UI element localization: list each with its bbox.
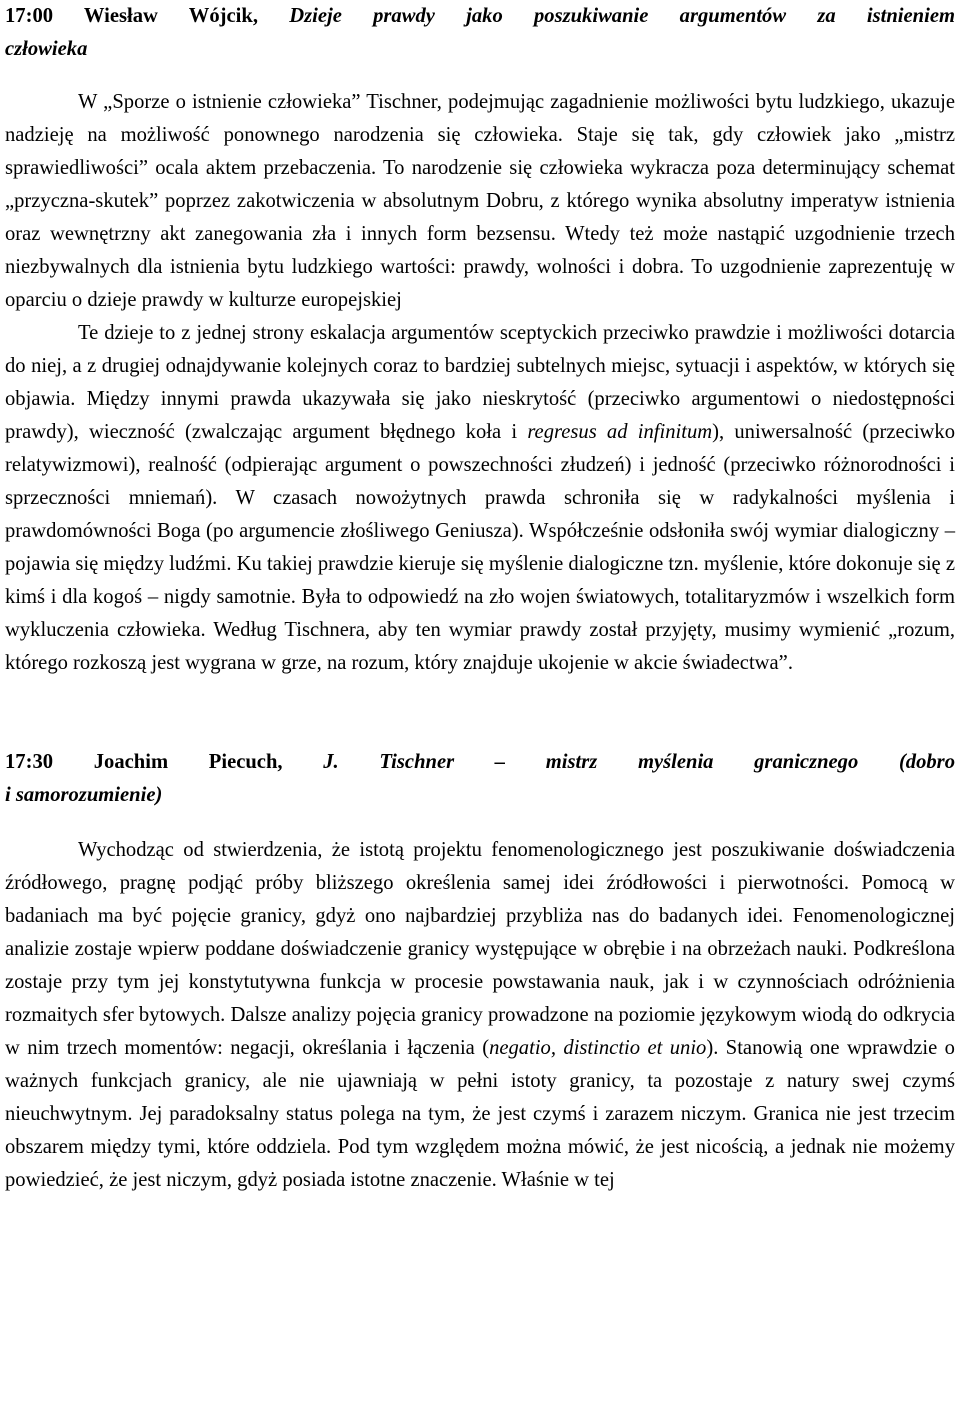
session-1-title-line2: człowieka [5,38,88,60]
session-1-paragraph-2 [5,317,955,680]
session-2-paragraph-1 [5,834,955,1197]
session-1-author: Wiesław Wójcik, [83,5,258,27]
session-1-paragraph-1: W „Sporze o istnienie człowieka” Tischner, podejmując zagadnienie możliwości bytu ludzkiego, ukazuje nadzieję na możliwość ponownego narodzenia się człowieka. Staje się tak, gdy człowiek jako „mistrz sprawiedliwości” ocala aktem przebaczenia. To narodzenie się człowieka wykracza poza determinujący schemat „przyczna-skutek” poprzez zakotwiczenia w absolutnym Dobru, z którego wynika absolutny imperatyw istnienia oraz wewnętrzny akt zanegowania zła i innych form bezsensu. Wtedy też może nastąpić uzgodnienie trzech niezbywalnych dla istnienia bytu ludzkiego wartości: prawdy, wolności i dobra. To uzgodnienie zaprezentuję w oparciu o dzieje prawdy w kulturze europejskiej [5,91,955,311]
session-2-title-line1: J. Tischner – mistrz myślenia granicznego (dobro [323,751,955,773]
session-1-paragraph-2-part-b: ), uniwersalność (przeciwko relatywizmowi), realność (odpierając argument o powszechności złudzeń) i jedność (przeciwko różnorodności i sprzeczności mniemań). W czasach nowożytnych prawda schroniła się w radykalności myślenia i prawdomówności Boga (po argumencie złośliwego Geniusza). Współcześnie odsłoniła swój wymiar dialogiczny – pojawia się między ludźmi. Ku takiej prawdzie kieruje się myślenie dialogiczne tzn. myślenie, które dokonuje się z kimś i dla kogoś – nigdy samotnie. Była to odpowiedź na zło wojen światowych, totalitaryzmów i wszelkich form wykluczenia człowieka. Według Tischnera, aby ten wymiar prawdy został przyjęty, musimy wymienić „rozum, którego rozkoszą jest wygrana w grze, na rozum, który znajduje ukojenie w akcie świadectwa”. [5,421,956,674]
session-1-heading [5,0,955,33]
session-2-heading [5,746,955,779]
session-1-heading-line2 [5,33,955,66]
session-2-author: Joachim Piecuch, [93,751,283,773]
session-2-paragraph-1-italic: negatio, distinctio et unio [489,1037,707,1059]
session-2-title-line2: i samorozumienie) [5,784,163,806]
session-1-time: 17:00 [5,5,54,27]
session-1-title-line1: Dzieje prawdy jako poszukiwanie argumentów za istnieniem [289,5,955,27]
session-1-paragraph-2-part-a: Te dzieje to z jednej strony eskalacja argumentów sceptyckich przeciwko prawdzie i możliwości dotarcia do niej, a z drugiej odnajdywanie kolejnych coraz to bardziej subtelnych miejsc, sytuacji i aspektów, w których się objawia. Między innymi prawda ukazywała się jako nieskrytość (przeciwko argumentowi o niedostępności prawdy), wieczność (zwalczając argument błędnego koła i [5,322,955,443]
session-2-paragraph-1-part-b: ). Stanowią one wprawdzie o ważnych funkcjach granicy, ale nie ujawniają w pełni istoty granicy, ta pozostaje z natury swej czymś nieuchwytnym. Jej paradoksalny status polega na tym, że jest czymś i zarazem niczym. Granica nie jest trzecim obszarem między tymi, które oddziela. Pod tym względem można mówić, że jest nicością, a jednak nie możemy powiedzieć, że jest niczym, gdyż posiada istotne znaczenie. Właśnie w tej [5,1037,955,1191]
document-page [5,0,955,1197]
session-1-paragraph-2-italic: regresus ad infinitum [527,421,713,443]
session-2-time: 17:30 [5,751,54,773]
session-2-paragraph-1-part-a: Wychodząc od stwierdzenia, że istotą projektu fenomenologicznego jest poszukiwanie doświadczenia źródłowego, pragnę podjąć próby bliższego określenia samej idei źródłowości i pierwotności. Pomocą w badaniach ma być pojęcie granicy, gdyż ono najbardziej przybliża nas do badanych idei. Fenomenologicznej analizie zostaje wpierw poddane doświadczenie granicy występujące w obrębie i na obrzeżach nauki. Podkreślona zostaje przy tym jej konstytutywna funkcja w procesie powstawania nauk, jak i w czynnościach odróżnienia rozmaitych sfer bytowych. Dalsze analizy pojęcia granicy prowadzone na poziomie językowym wiodą do odkrycia w nim trzech momentów: negacji, określania i łączenia ( [5,839,955,1059]
session-2-heading-line2 [5,779,955,812]
